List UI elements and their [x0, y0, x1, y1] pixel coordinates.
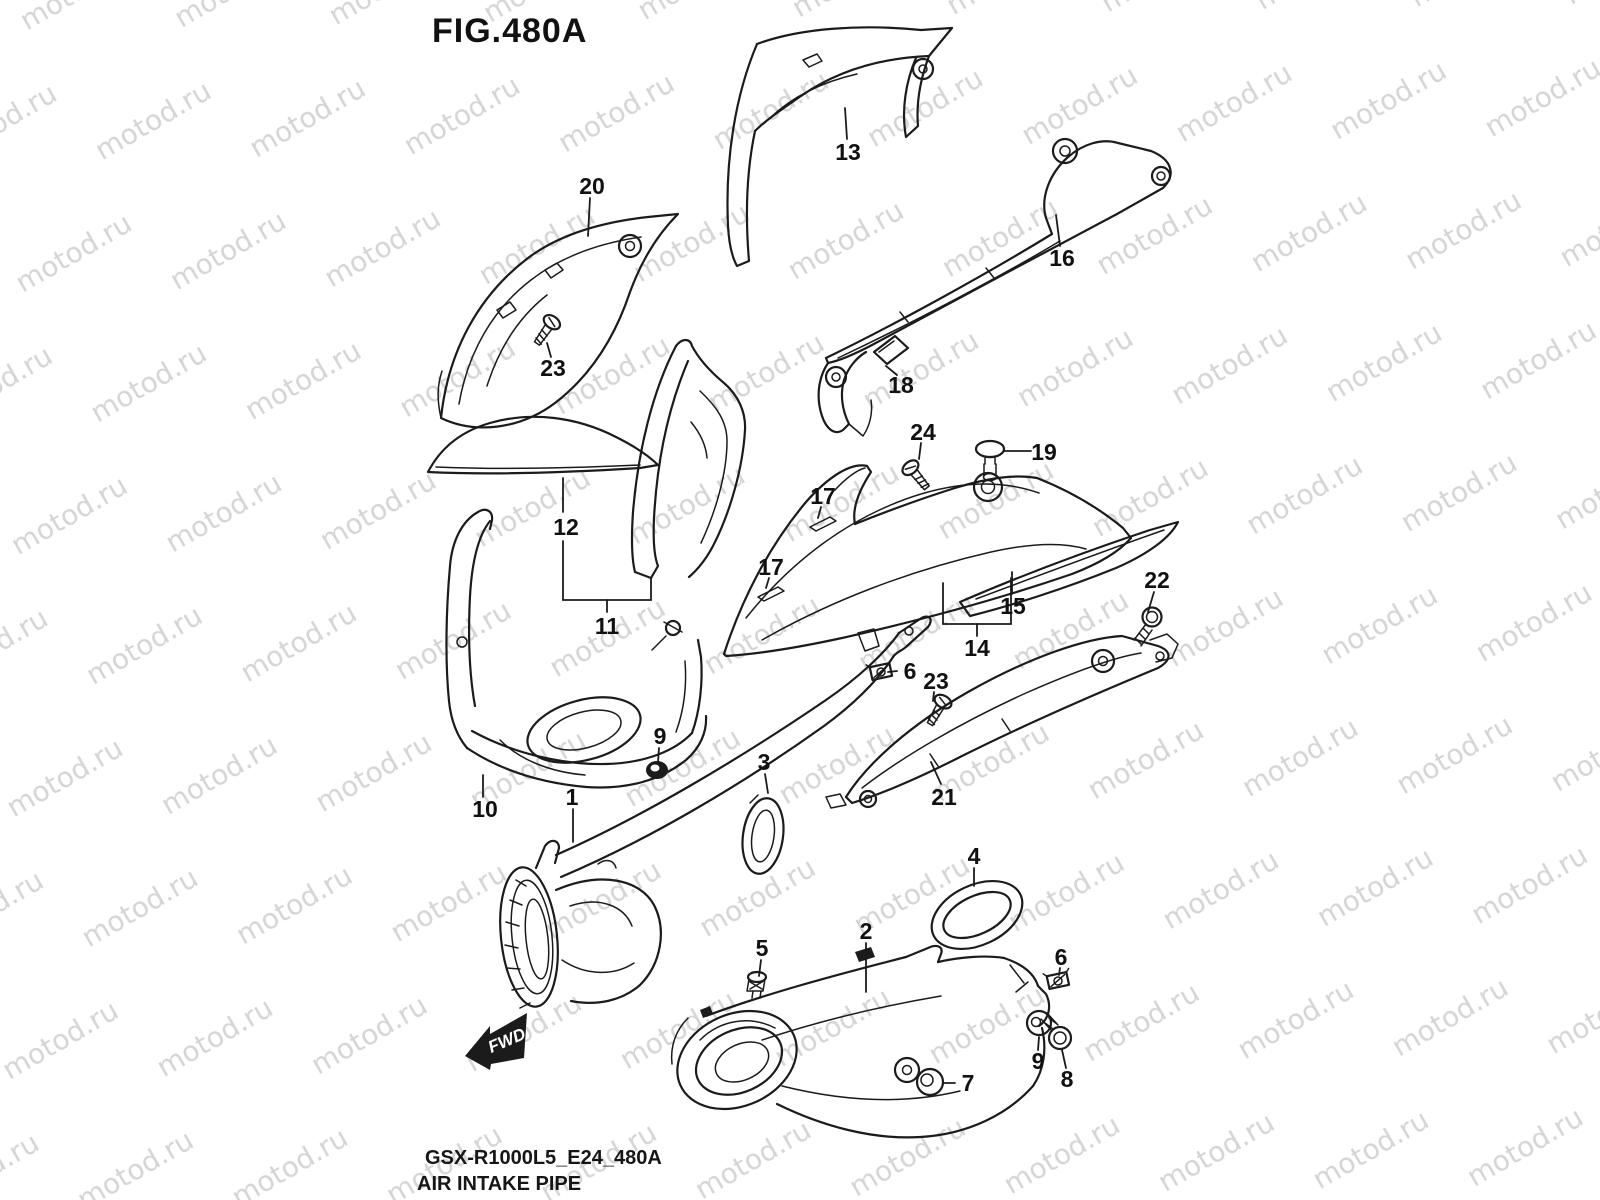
part-label-4: 4 [967, 843, 981, 869]
part-label-11: 11 [594, 613, 620, 639]
part-label-23-upper: 23 [540, 355, 566, 381]
part-label-22: 22 [1144, 567, 1170, 593]
part-label-14: 14 [964, 635, 990, 661]
figure-title: FIG.480A [432, 12, 588, 50]
part-label-10: 10 [472, 796, 498, 822]
part-label-12: 12 [553, 514, 579, 540]
part-label-17-a: 17 [810, 483, 836, 509]
part-label-8: 8 [1060, 1066, 1074, 1092]
part-label-17-b: 17 [758, 554, 784, 580]
part-label-6-mid: 6 [903, 658, 917, 684]
footer-name: AIR INTAKE PIPE [417, 1173, 582, 1195]
footer-code: GSX-R1000L5_E24_480A [425, 1147, 662, 1169]
part-label-7: 7 [961, 1070, 975, 1096]
leader-line-6-mid [888, 671, 897, 672]
part-label-9-lower: 9 [1031, 1048, 1045, 1074]
part-label-16: 16 [1049, 245, 1075, 271]
leader-line-9-upper [658, 748, 659, 762]
part-label-23-mid: 23 [923, 668, 949, 694]
part-label-21: 21 [931, 784, 957, 810]
part-9-grommet-upper [646, 761, 668, 779]
part-label-13: 13 [835, 139, 861, 165]
part-label-20: 20 [579, 173, 605, 199]
part-label-1: 1 [565, 784, 579, 810]
part-label-2: 2 [859, 918, 873, 944]
part-label-19: 19 [1031, 439, 1057, 465]
part-label-24: 24 [910, 419, 936, 445]
part-label-9-upper: 9 [653, 723, 667, 749]
part-label-6-lower: 6 [1054, 944, 1068, 970]
part-label-5: 5 [755, 935, 769, 961]
part-label-18: 18 [888, 372, 914, 398]
part-label-15: 15 [1000, 593, 1026, 619]
part-label-3: 3 [757, 749, 771, 775]
fwd-arrow-label: FWD [485, 1024, 529, 1057]
